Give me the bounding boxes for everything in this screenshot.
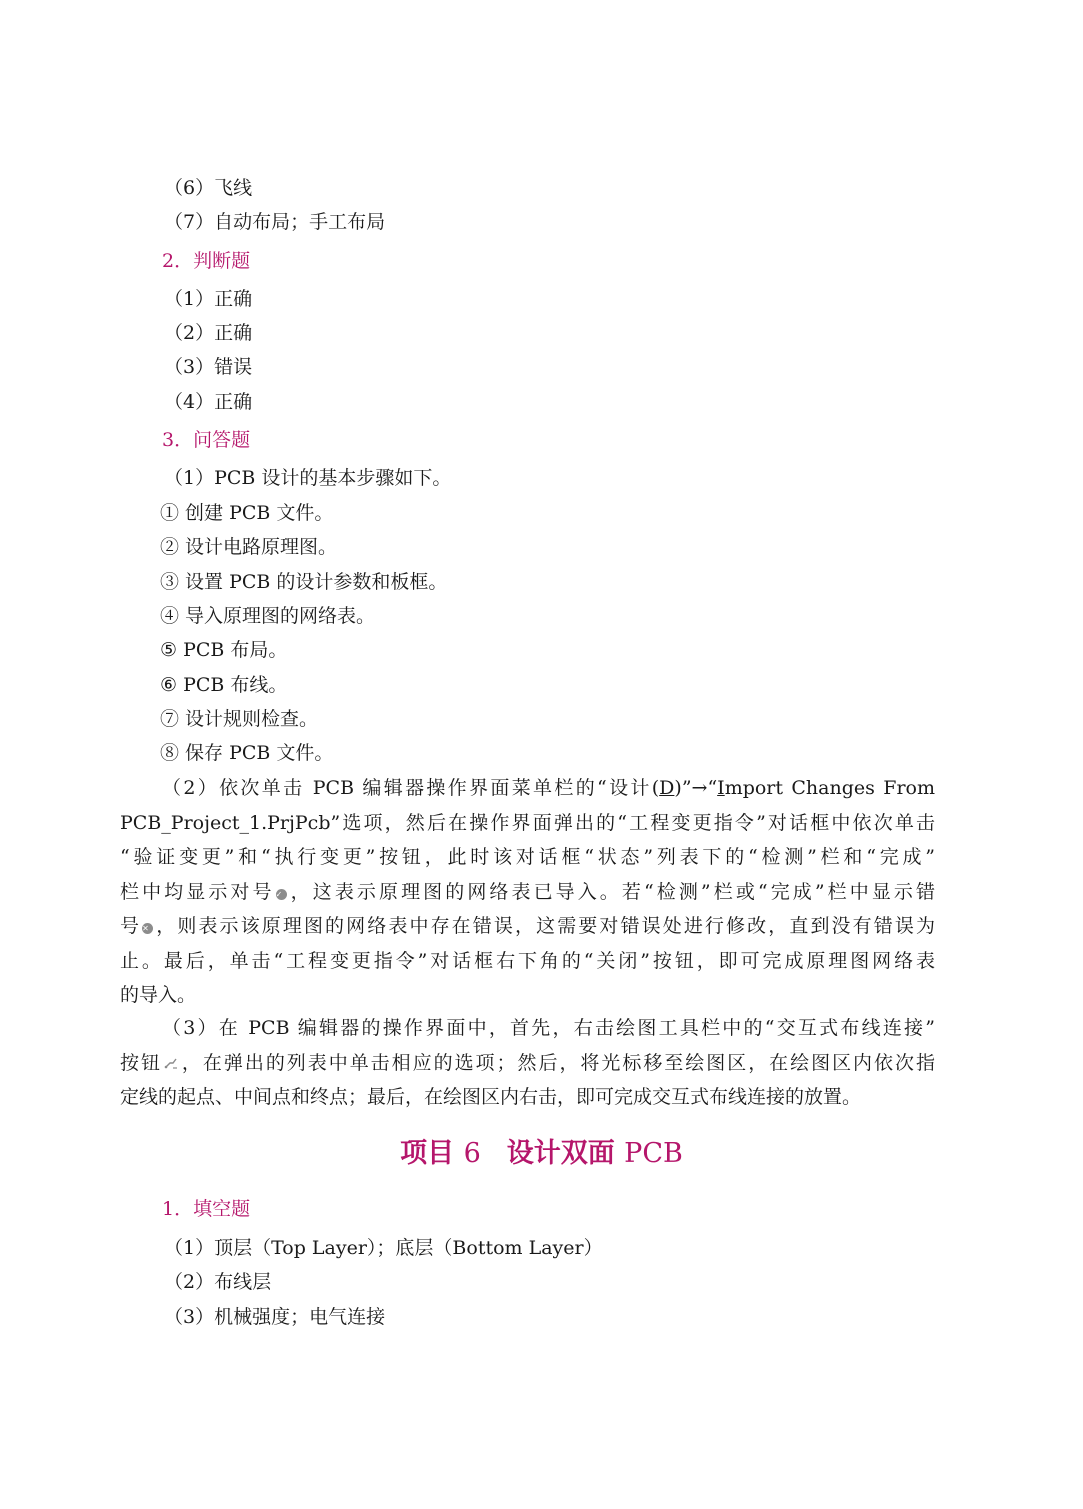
paragraph-row: 号✕ ，则表示该原理图的网络表中存在错误，这需要对错误处进行修改，直到没有错误为 xyxy=(120,915,935,937)
error-circle-icon: ✕ xyxy=(142,923,153,934)
step-item: ⑧ 保存 PCB 文件。 xyxy=(160,742,334,764)
answer-line: （6）飞线 xyxy=(164,177,253,199)
paragraph-row: 按钮 ，在弹出的列表中单击相应的选项；然后，将光标移至绘图区，在绘图区内依次指 xyxy=(120,1051,935,1074)
answer-line: （7）自动布局；手工布局 xyxy=(164,211,386,233)
project-title: 项目 6 设计双面 PCB xyxy=(400,1138,683,1169)
step-item: ③ 设置 PCB 的设计参数和板框。 xyxy=(160,571,448,593)
answer-paragraph-3 xyxy=(120,1016,935,1120)
paragraph-row: （3）在 PCB 编辑器的操作界面中，首先，右击绘图工具栏中的“交互式布线连接” xyxy=(162,1017,935,1039)
answer-line: （1）PCB 设计的基本步骤如下。 xyxy=(164,467,452,489)
paragraph-row: （2）依次单击 PCB 编辑器操作界面菜单栏的“设计(D)”→“Import Changes From xyxy=(162,777,935,799)
answer-line: （1）正确 xyxy=(164,288,253,310)
paragraph-row: PCB_Project_1.PrjPcb”选项，然后在操作界面弹出的“工程变更指令”对话框中依次单击 xyxy=(120,811,935,834)
paragraph-row: 止。最后，单击“工程变更指令”对话框右下角的“关闭”按钮，即可完成原理图网络表 xyxy=(120,949,935,972)
paragraph-row: 定线的起点、中间点和终点；最后，在绘图区内右击，即可完成交互式布线连接的放置。 xyxy=(120,1086,862,1108)
paragraph-row: “验证变更”和“执行变更”按钮，此时该对话框“状态”列表下的“检测”栏和“完成” xyxy=(120,846,935,868)
answer-line: （3）错误 xyxy=(164,356,253,378)
answer-line: （3）机械强度；电气连接 xyxy=(164,1306,386,1328)
section-heading-qa: 3．问答题 xyxy=(162,429,251,451)
step-item: ⑦ 设计规则检查。 xyxy=(160,708,319,730)
step-item: ⑤ PCB 布局。 xyxy=(160,639,288,661)
step-item: ② 设计电路原理图。 xyxy=(160,536,338,558)
paragraph-row: 栏中均显示对号✓ ，这表示原理图的网络表已导入。若“检测”栏或“完成”栏中显示错 xyxy=(120,880,935,903)
answer-line: （4）正确 xyxy=(164,391,253,413)
step-item: ⑥ PCB 布线。 xyxy=(160,674,288,696)
section-heading-judgement: 2．判断题 xyxy=(162,250,251,272)
menu-shortcut-d: D xyxy=(659,777,675,799)
answer-line: （1）顶层（Top Layer）；底层（Bottom Layer） xyxy=(164,1237,603,1259)
step-item: ④ 导入原理图的网络表。 xyxy=(160,605,376,627)
section-heading-fill: 1．填空题 xyxy=(162,1198,251,1220)
menu-shortcut-i: I xyxy=(717,777,725,799)
answer-line: （2）正确 xyxy=(164,322,253,344)
paragraph-row: 的导入。 xyxy=(120,984,197,1006)
answer-line: （2）布线层 xyxy=(164,1271,272,1293)
step-item: ① 创建 PCB 文件。 xyxy=(160,502,334,524)
interactive-routing-icon xyxy=(164,1056,178,1070)
answer-paragraph-2 xyxy=(120,776,935,1018)
check-circle-icon: ✓ xyxy=(276,889,287,900)
